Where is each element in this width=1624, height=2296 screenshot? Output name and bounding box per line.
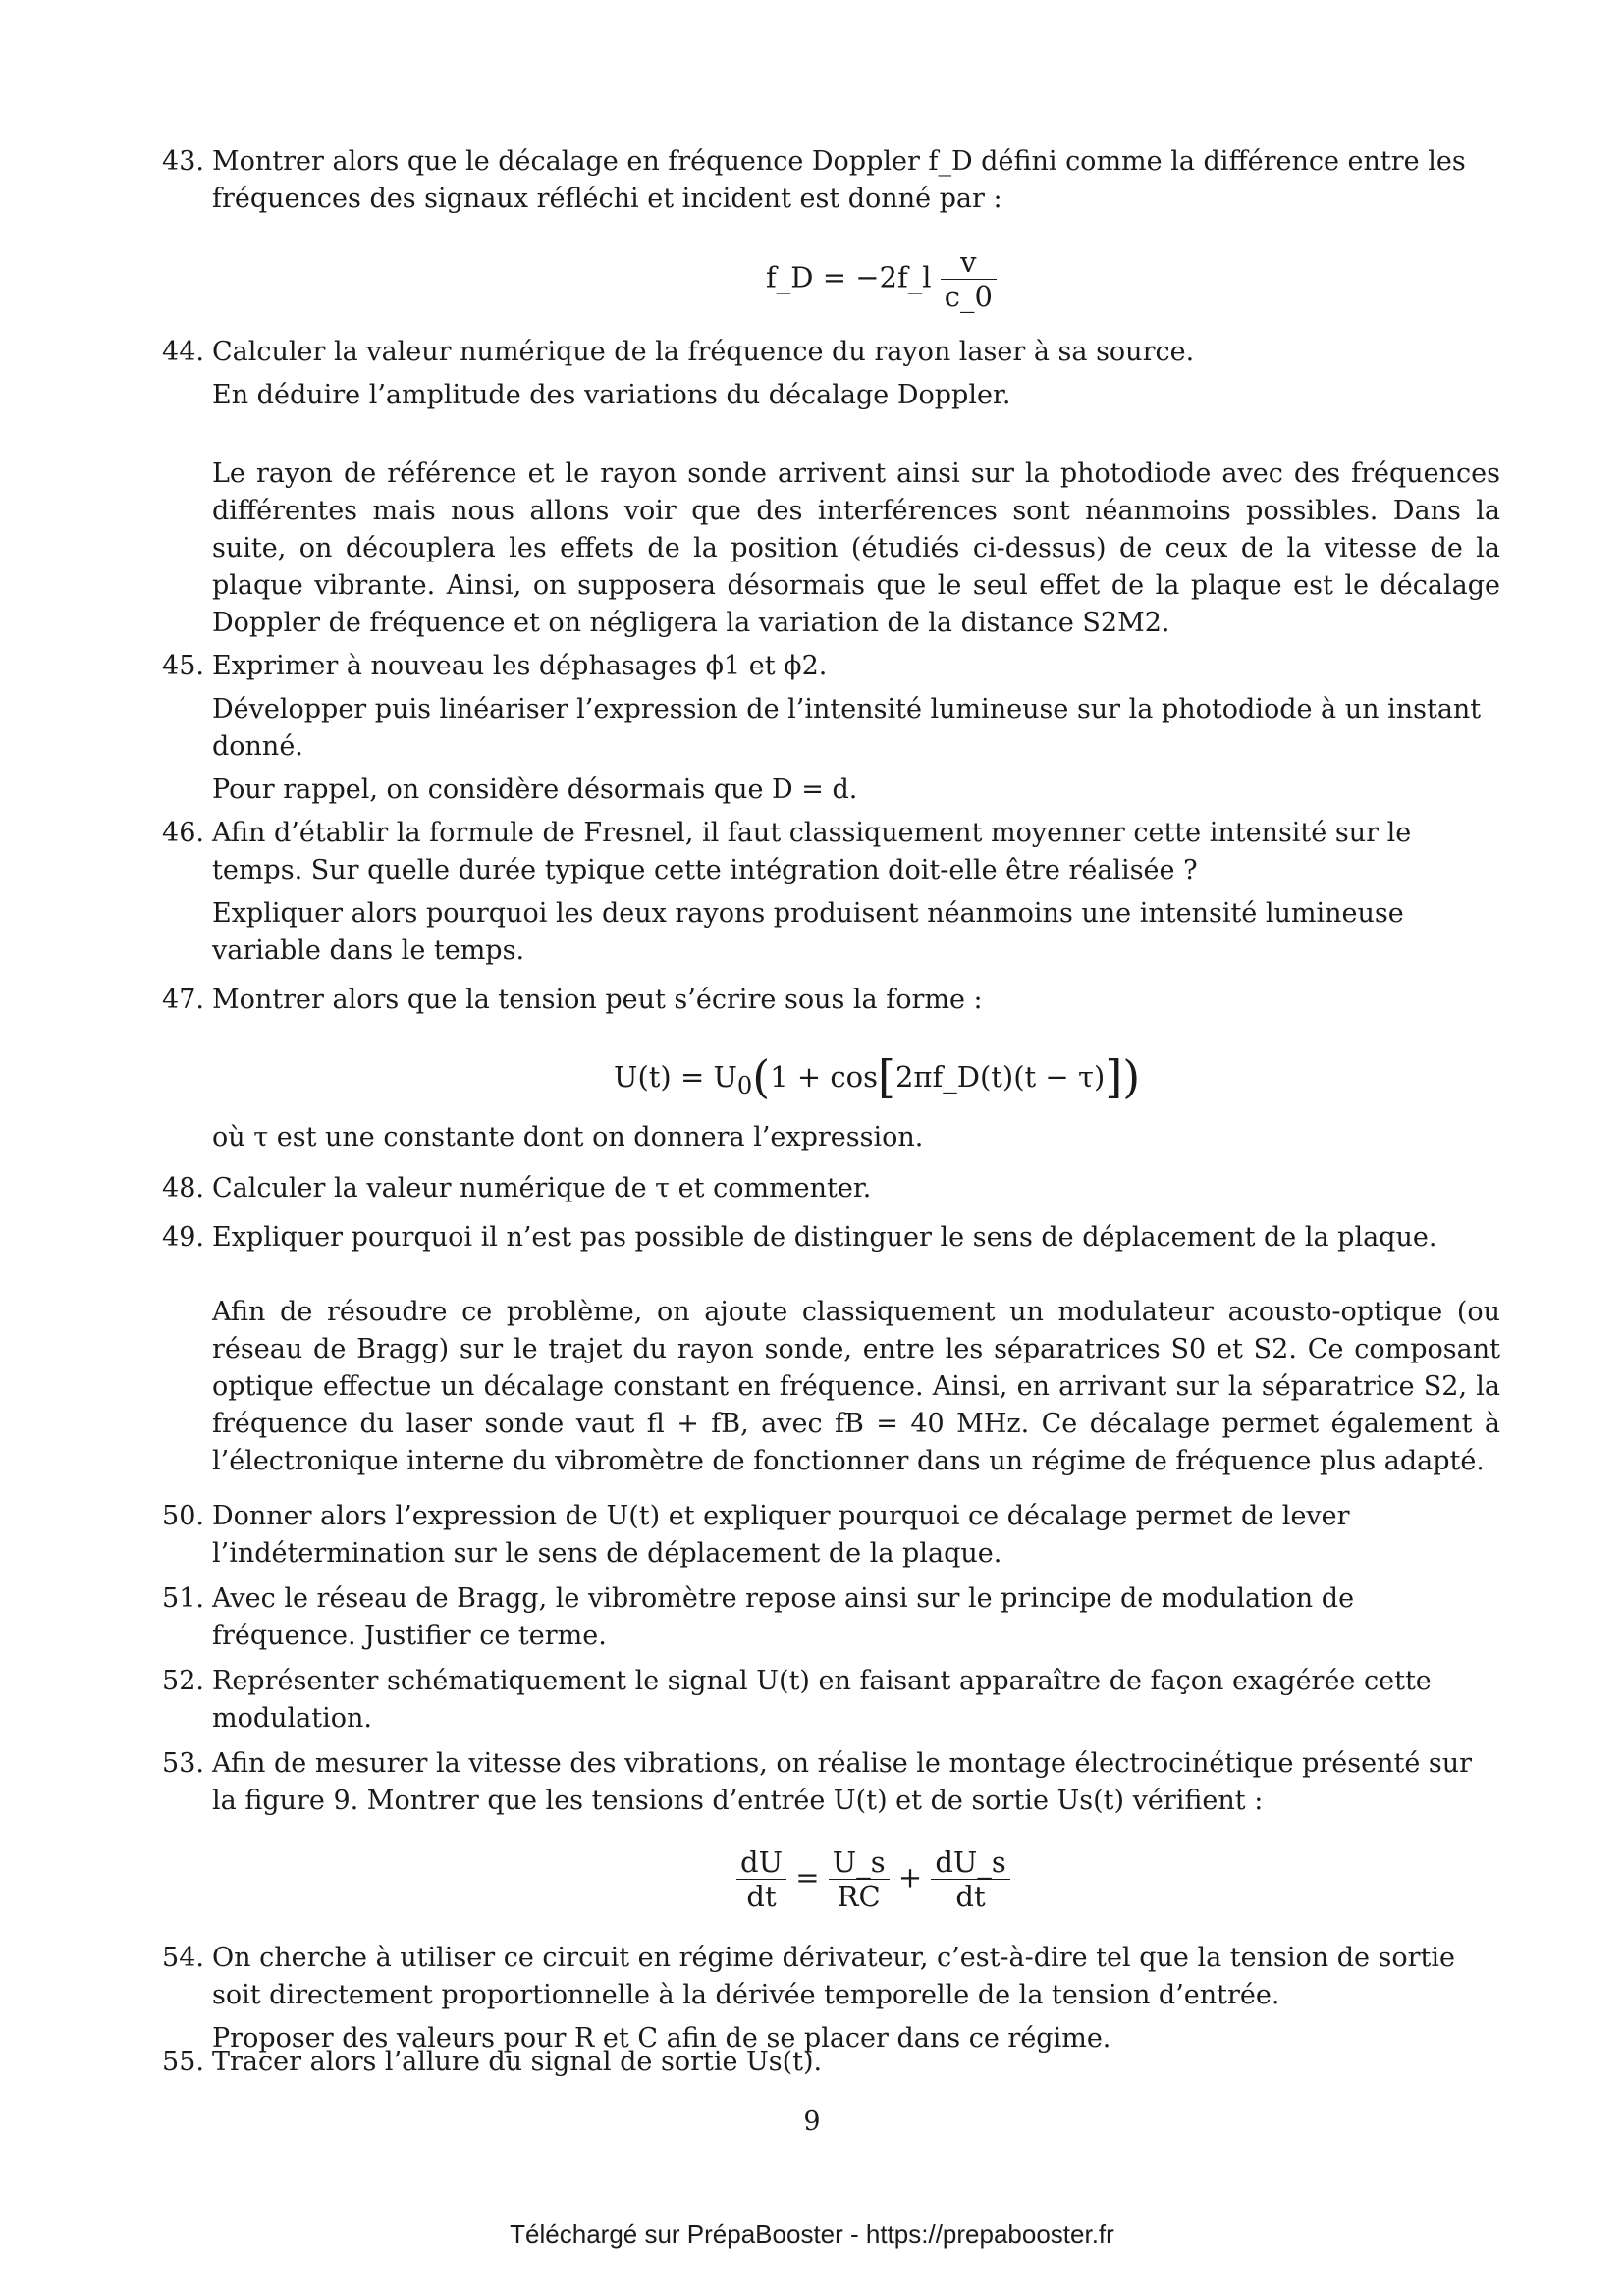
fraction-numerator: U_s bbox=[829, 1845, 890, 1880]
fraction-numerator: dU bbox=[736, 1845, 786, 1880]
question-number: 46. bbox=[162, 818, 204, 848]
page-number: 9 bbox=[803, 2107, 821, 2137]
question-text: Avec le réseau de Bragg, le vibromètre repose ainsi sur le principe de modulation de fréquence. Justifier ce terme. bbox=[212, 1583, 1355, 1651]
question-50 bbox=[155, 1498, 1500, 1573]
question-45 bbox=[155, 648, 1500, 809]
question-43 bbox=[155, 143, 1500, 218]
question-47 bbox=[155, 982, 1500, 1019]
question-number: 55. bbox=[162, 2047, 204, 2077]
equation-body: 1 + cos bbox=[770, 1060, 879, 1094]
question-number: 47. bbox=[162, 985, 204, 1015]
question-text: Montrer alors que la tension peut s’écrire sous la forme : bbox=[212, 985, 983, 1015]
paragraph-1 bbox=[212, 455, 1500, 642]
question-51 bbox=[155, 1580, 1500, 1655]
question-text: Représenter schématiquement le signal U(t) en faisant apparaître de façon exagérée cette modulation. bbox=[212, 1666, 1432, 1734]
question-number: 54. bbox=[162, 1943, 204, 1973]
question-48 bbox=[155, 1170, 1500, 1207]
question-text: où τ est une constante dont on donnera l’expression. bbox=[212, 1122, 924, 1152]
equation-lhs: U(t) = U bbox=[614, 1060, 737, 1094]
question-number: 52. bbox=[162, 1666, 204, 1696]
question-number: 45. bbox=[162, 651, 204, 681]
equation-subscript: 0 bbox=[736, 1071, 753, 1099]
question-54 bbox=[155, 1940, 1500, 2057]
fraction bbox=[931, 1845, 1009, 1913]
fraction-numerator: v bbox=[941, 245, 997, 280]
question-53 bbox=[155, 1745, 1500, 1820]
question-text: Proposer des valeurs pour R et C afin de se placer dans ce régime. bbox=[212, 2023, 1111, 2054]
question-47-followup bbox=[155, 1119, 1500, 1156]
equation-doppler bbox=[766, 245, 997, 313]
fraction-denominator: RC bbox=[837, 1880, 881, 1913]
question-46 bbox=[155, 815, 1500, 970]
question-52 bbox=[155, 1663, 1500, 1737]
question-text: Calculer la valeur numérique de la fréquence du rayon laser à sa source. bbox=[212, 337, 1195, 367]
equals-sign: = bbox=[795, 1860, 820, 1895]
fraction-denominator: dt bbox=[955, 1880, 986, 1913]
question-44 bbox=[155, 334, 1500, 414]
question-55 bbox=[155, 2044, 1500, 2081]
fraction-numerator: dU_s bbox=[931, 1845, 1009, 1880]
big-bracket-right: ] bbox=[1105, 1050, 1123, 1103]
question-text: Expliquer pourquoi il n’est pas possible de distinguer le sens de déplacement de la plaque. bbox=[212, 1222, 1437, 1253]
download-footer: Téléchargé sur PrépaBooster - https://prepabooster.fr bbox=[510, 2219, 1114, 2249]
equation-tension bbox=[614, 1050, 1140, 1103]
fraction bbox=[736, 1845, 786, 1913]
plus-sign: + bbox=[897, 1860, 923, 1895]
question-number: 49. bbox=[162, 1222, 204, 1253]
question-text: Développer puis linéariser l’expression de l’intensité lumineuse sur la photodiode à un instant donné. bbox=[212, 694, 1482, 762]
fraction bbox=[941, 245, 997, 313]
question-number: 43. bbox=[162, 146, 204, 177]
fraction-denominator: dt bbox=[746, 1880, 777, 1913]
equation-circuit bbox=[736, 1845, 1010, 1913]
paragraph-text: Le rayon de référence et le rayon sonde arrivent ainsi sur la photodiode avec des fréquences différentes mais nous allons voir que des interférences sont néanmoins possibles. Dans la suite, on découplera les effets de la position (étudiés ci-dessus) de ceux de la vitesse de la plaque vibrante. Ainsi, on supposera désormais que le seul effet de la plaque est le décalage Doppler de fréquence et on négligera la variation de la distance S2M2. bbox=[212, 458, 1500, 638]
question-number: 51. bbox=[162, 1583, 204, 1614]
fraction-denominator: c_0 bbox=[944, 280, 993, 313]
question-text: Afin de mesurer la vitesse des vibrations, on réalise le montage électrocinétique présenté sur la figure 9. Montrer que les tensions d’entrée U(t) et de sortie Us(t) vérifient : bbox=[212, 1748, 1473, 1816]
question-text: Montrer alors que le décalage en fréquence Doppler f_D défini comme la différence entre les fréquences des signaux réfléchi et incident est donné par : bbox=[212, 146, 1466, 214]
question-text: Calculer la valeur numérique de τ et commenter. bbox=[212, 1173, 872, 1203]
big-paren-right: ) bbox=[1122, 1050, 1141, 1103]
question-text: Tracer alors l’allure du signal de sortie Us(t). bbox=[212, 2047, 823, 2077]
question-text: On cherche à utiliser ce circuit en régime dérivateur, c’est-à-dire tel que la tension de sortie soit directement proportionnelle à la dérivée temporelle de la tension d’entrée. bbox=[212, 1943, 1456, 2010]
question-number: 44. bbox=[162, 337, 204, 367]
question-number: 50. bbox=[162, 1501, 204, 1531]
question-text: En déduire l’amplitude des variations du décalage Doppler. bbox=[212, 380, 1011, 410]
question-text: Pour rappel, on considère désormais que D = d. bbox=[212, 774, 858, 805]
fraction bbox=[829, 1845, 890, 1913]
question-text: Exprimer à nouveau les déphasages ϕ1 et ϕ2. bbox=[212, 651, 828, 681]
big-bracket-left: [ bbox=[878, 1050, 895, 1103]
paragraph-text: Afin de résoudre ce problème, on ajoute classiquement un modulateur acousto-optique (ou réseau de Bragg) sur le trajet du rayon sonde, entre les séparatrices S0 et S2. Ce composant optique effectue un décalage constant en fréquence. Ainsi, en arrivant sur la séparatrice S2, la fréquence du laser sonde vaut fl + fB, avec fB = 40 MHz. Ce décalage permet également à l’électronique interne du vibromètre de fonctionner dans un régime de fréquence plus adapté. bbox=[212, 1297, 1500, 1476]
question-number: 48. bbox=[162, 1173, 204, 1203]
paragraph-2 bbox=[212, 1294, 1500, 1480]
equation-inner: 2πf_D(t)(t − τ) bbox=[894, 1060, 1106, 1094]
equation-lhs: f_D = −2f_l bbox=[766, 260, 932, 294]
question-number: 53. bbox=[162, 1748, 204, 1779]
question-49 bbox=[155, 1219, 1500, 1256]
big-paren-left: ( bbox=[752, 1050, 771, 1103]
question-text: Expliquer alors pourquoi les deux rayons produisent néanmoins une intensité lumineuse variable dans le temps. bbox=[212, 898, 1404, 966]
question-text: Donner alors l’expression de U(t) et expliquer pourquoi ce décalage permet de lever l’indétermination sur le sens de déplacement de la plaque. bbox=[212, 1501, 1350, 1569]
question-text: Afin d’établir la formule de Fresnel, il faut classiquement moyenner cette intensité sur le temps. Sur quelle durée typique cette intégration doit-elle être réalisée ? bbox=[212, 818, 1412, 885]
